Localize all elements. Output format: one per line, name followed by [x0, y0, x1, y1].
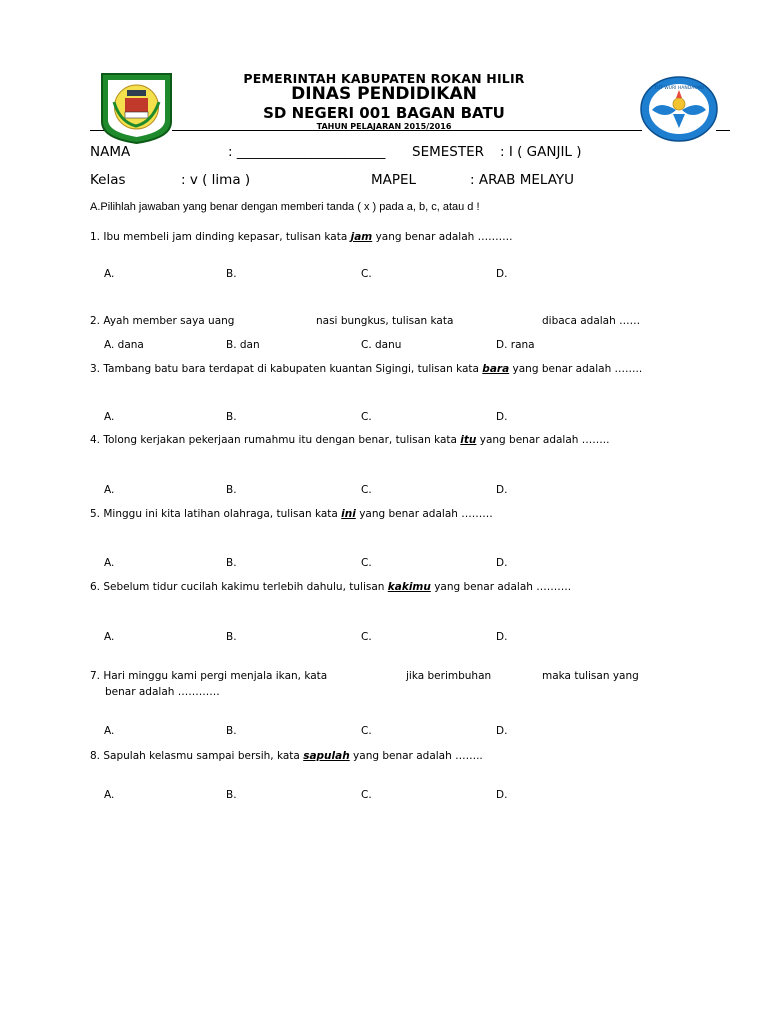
instruction-text: A.Pilihlah jawaban yang benar dengan memberi tanda ( x ) pada a, b, c, atau d !: [90, 201, 480, 213]
question-1: 1. Ibu membeli jam dinding kepasar, tulisan kata jam yang benar adalah ……….: [90, 231, 513, 243]
q6-option-b[interactable]: B.: [226, 631, 237, 643]
q8-option-a[interactable]: A.: [104, 789, 115, 801]
question-4: 4. Tolong kerjakan pekerjaan rumahmu itu dengan benar, tulisan kata itu yang benar adalah ……..: [90, 434, 610, 446]
question-7-part-4: benar adalah …………: [105, 686, 220, 698]
q7-option-c[interactable]: C.: [361, 725, 372, 737]
q4-option-a[interactable]: A.: [104, 484, 115, 496]
question-5: 5. Minggu ini kita latihan olahraga, tulisan kata ini yang benar adalah ………: [90, 508, 493, 520]
q7-option-d[interactable]: D.: [496, 725, 508, 737]
q3-option-c[interactable]: C.: [361, 411, 372, 423]
question-4-keyword: itu: [460, 434, 477, 446]
q1-option-b[interactable]: B.: [226, 268, 237, 280]
q3-option-a[interactable]: A.: [104, 411, 115, 423]
q8-option-c[interactable]: C.: [361, 789, 372, 801]
semester-label: SEMESTER: [412, 144, 485, 160]
header-academic-year: TAHUN PELAJARAN 2015/2016: [316, 122, 452, 131]
header-rule-right-short: [716, 130, 730, 131]
mapel-value: : ARAB MELAYU: [470, 172, 575, 188]
question-7-part-2: jika berimbuhan: [406, 670, 492, 682]
q2-option-b[interactable]: B. dan: [226, 339, 260, 351]
question-2-part-3: dibaca adalah ……: [542, 315, 641, 327]
q4-option-c[interactable]: C.: [361, 484, 372, 496]
q1-option-a[interactable]: A.: [104, 268, 115, 280]
q3-option-d[interactable]: D.: [496, 411, 508, 423]
question-3-keyword: bara: [482, 363, 510, 375]
q4-option-d[interactable]: D.: [496, 484, 508, 496]
header-school: SD NEGERI 001 BAGAN BATU: [263, 104, 505, 122]
q4-option-b[interactable]: B.: [226, 484, 237, 496]
question-2-part-1: 2. Ayah member saya uang: [90, 315, 235, 327]
q7-option-b[interactable]: B.: [226, 725, 237, 737]
question-8-keyword: sapulah: [303, 750, 350, 762]
question-8: 8. Sapulah kelasmu sampai bersih, kata sapulah yang benar adalah ……..: [90, 750, 483, 762]
q8-option-d[interactable]: D.: [496, 789, 508, 801]
q5-option-b[interactable]: B.: [226, 557, 237, 569]
q8-option-b[interactable]: B.: [226, 789, 237, 801]
nama-label: NAMA: [90, 144, 131, 160]
q6-option-d[interactable]: D.: [496, 631, 508, 643]
q7-option-a[interactable]: A.: [104, 725, 115, 737]
question-5-keyword: ini: [341, 508, 356, 520]
question-6-keyword: kakimu: [387, 581, 431, 593]
q3-option-b[interactable]: B.: [226, 411, 237, 423]
mapel-label: MAPEL: [371, 172, 417, 188]
q2-option-d[interactable]: D. rana: [496, 339, 535, 351]
question-2-part-2: nasi bungkus, tulisan kata: [316, 315, 454, 327]
kelas-value: : v ( lima ): [181, 172, 251, 188]
q6-option-c[interactable]: C.: [361, 631, 372, 643]
question-3: 3. Tambang batu bara terdapat di kabupaten kuantan Sigingi, tulisan kata bara yang benar adalah ……..: [90, 363, 643, 375]
header-department: DINAS PENDIDIKAN: [291, 84, 477, 104]
q6-option-a[interactable]: A.: [104, 631, 115, 643]
question-7-part-1: 7. Hari minggu kami pergi menjala ikan, kata: [90, 670, 328, 682]
q5-option-d[interactable]: D.: [496, 557, 508, 569]
header-government: PEMERINTAH KABUPATEN ROKAN HILIR: [243, 71, 525, 86]
q5-option-c[interactable]: C.: [361, 557, 372, 569]
q2-option-c[interactable]: C. danu: [361, 339, 402, 351]
q1-option-d[interactable]: D.: [496, 268, 508, 280]
tut-wuri-logo-text: TUT WURI HANDAYANI: [654, 86, 704, 91]
question-7-part-3: maka tulisan yang: [542, 670, 639, 682]
q2-option-a[interactable]: A. dana: [104, 339, 144, 351]
semester-value: : I ( GANJIL ): [500, 144, 582, 160]
q5-option-a[interactable]: A.: [104, 557, 115, 569]
question-6: 6. Sebelum tidur cucilah kakimu terlebih dahulu, tulisan kakimu yang benar adalah ……….: [90, 581, 572, 593]
q1-option-c[interactable]: C.: [361, 268, 372, 280]
nama-field[interactable]: : ______________________: [228, 144, 386, 160]
question-1-keyword: jam: [350, 231, 373, 243]
header-rule-left-short: [90, 130, 104, 131]
header-rule-main: [172, 130, 642, 131]
kelas-label: Kelas: [90, 172, 126, 188]
